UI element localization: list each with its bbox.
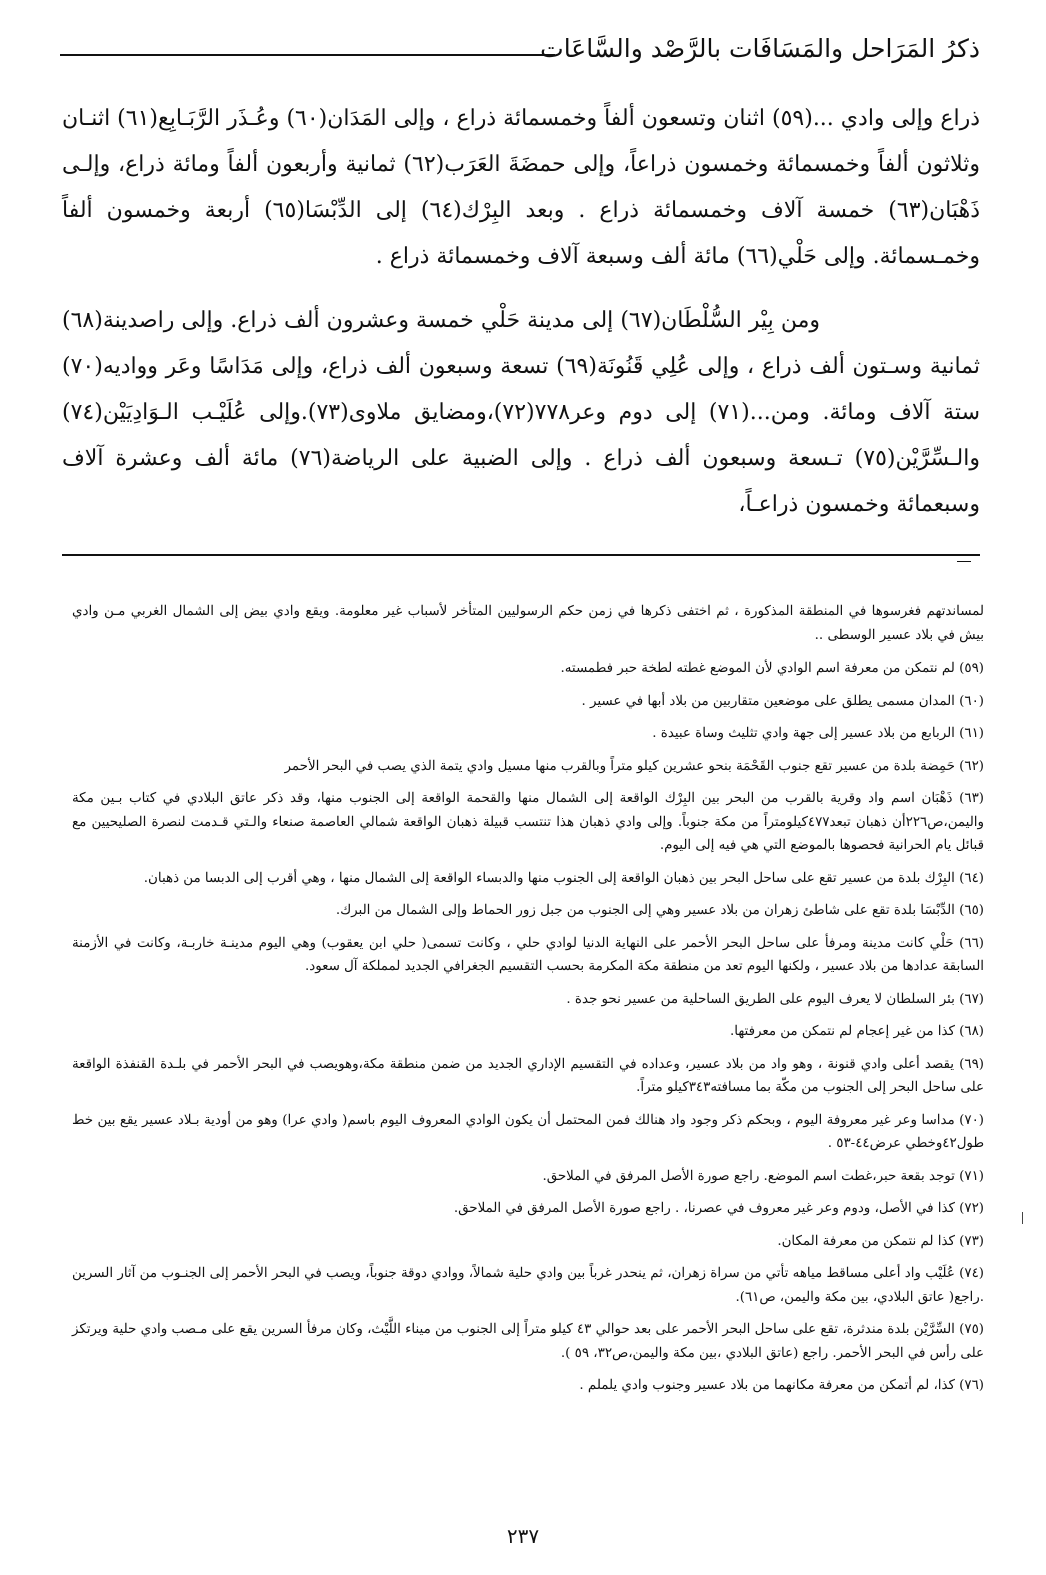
footnote: (٦٧) بئر السلطان لا يعرف اليوم على الطريق الساحلية من عسير نحو جدة . xyxy=(566,991,984,1007)
paragraph-text: ومن بِيْر السُّلْطَان(٦٧) إلى مدينة حَلْي خمسة وعشرون ألف ذراع. وإلى راصدينة(٦٨) ثمانية وسـتون ألف ذراع ، وإلى عُلِي قَنُونَة(٦٩) تسعة وسبعون ألف ذراع، وإلى مَدَاسًا وعَر وواديه(٧٠) ستة آلاف ومائة. ومن...(٧١) إلى دوم وعر٧٧٨(٧٢)،ومضايق ملاوى(٧٣).وإلى عُلَيْـب الـوَادِيَيْن(٧٤) والـسِّرَّيْن(٧٥) تـسعة وسبعون ألف ذراع . وإلى الضبية على الرياضة(٧٦) مائة ألف وعشرة آلاف وسبعمائة وخمسون ذراعـاً، xyxy=(62,308,980,517)
body-paragraph xyxy=(62,298,980,528)
footnote: (٦٨) كذا من غير إعجام لم نتمكن من معرفتها. xyxy=(730,1024,984,1039)
footnote: (٧٢) كذا في الأصل، ودوم وعر غير معروف في عصرنا، . راجع صورة الأصل المرفق في الملاحق. xyxy=(453,1201,984,1216)
footnote: (٦٩) يقصد أعلى وادي قنونة ، وهو واد من بلاد عسير، وعداده في التقسيم الإداري الجديد من ضمن منطقة مكة،وهويصب في البحر الأحمر في بلـدة القنفذة الواقعة على ساحل البحر إلى الجنوب من مكّة بما مسافته٣٤٣كيلو متراً. xyxy=(72,1056,984,1095)
footnote: لمساندتهم فغرسوها في المنطقة المذكورة ، ثم اختفى ذكرها في زمن حكم الرسوليين المتأخر لأسباب غير معلومة. ويقع وادي بيض إلى الشمال الغربي مـن وادي بيش في بلاد عسير الوسطى .. xyxy=(72,604,984,643)
footnote: (٧٤) عُلَيْب واد أعلى مساقط مياهه تأتي من سراة زهران، ثم ينحدر غرباً بين وادي حلية شمالاً، ووادي دوقة جنوباً، ويصب في البحر الأحمر إلى الجنـوب من آثار السرين .راجع( عاتق البلادي، بين مكة واليمن، ص٦١). xyxy=(72,1266,984,1305)
page-number: ٢٣٧ xyxy=(506,1524,540,1548)
header-rule xyxy=(60,54,555,56)
footnote: (٧٠) مداسا وعر غير معروفة اليوم ، وبحكم ذكر وجود واد هنالك فمن المحتمل أن يكون الوادي المعروف اليوم باسم( وادي عرا) وهو من أودية بـلاد عسير يقع بين خط طول٤٢وخطي عرض٤٤-٥٣ . xyxy=(72,1112,984,1151)
footnote: (٦٣) ذَهْبَان اسم واد وقرية بالقرب من البحر بين البِرْك الواقعة إلى الشمال منها والقحمة الواقعة إلى الجنوب منها، وقد ذكر عاتق البلادي في كتاب بـين مكة واليمن،ص٢٢٦أن ذهبان تبعد٤٧٧كيلومتراً من مكة جنوباً. وإلى وادي ذهبان هذا تنتسب قبيلة ذهبان الواقعة شمالي العاصمة صنعاء والـتي قـدمت لنصرة الصليحيين مع قبائل يام الحرانية فحصوها بالموضع التي هي فيه إلى اليوم. xyxy=(72,791,984,853)
footnote: (٧٥) السِّرَّيْن بلدة مندثرة، تقع على ساحل البحر الأحمر على بعد حوالي ٤٣ كيلو متراً إلى الجنوب من ميناء اللَّيْث، وكان مرفأ السرين يقع على مـصب وادي حلية ويرتكز على رأس في البحر الأحمر. راجع (عاتق البلادي ،بين مكة واليمن،ص٣٢، ٥٩ ). xyxy=(72,1322,984,1361)
body-paragraph xyxy=(62,96,980,280)
footnote: (٧٣) كذا لم نتمكن من معرفة المكان. xyxy=(777,1233,984,1249)
main-text xyxy=(62,96,980,528)
footnote: (٦٢) حَمِضة بلدة من عسير تقع جنوب القَحْمَة بنحو عشرين كيلو متراً وبالقرب منها مسيل وادي يتمة الذي يصب في البحر الأحمر xyxy=(284,758,984,774)
footnote: (٦٦) حَلْي كانت مدينة ومرفأ على ساحل البحر الأحمر على النهاية الدنيا لوادي حلي ، وكانت تسمى( حلي ابن يعقوب) وهي اليوم مدينـة خاربـة، وكانت في الأزمنة السابقة عدادها من بلاد عسير ، ولكنها اليوم تعد من منطقة مكة المكرمة بحسب التقسيم الجغرافي الجديد لمملكة آل سعود. xyxy=(72,935,985,974)
footnote: (٧١) توجد بقعة حبر،غطت اسم الموضع. راجع صورة الأصل المرفق في الملاحق. xyxy=(542,1168,984,1184)
footnote: (٦٠) المدان مسمى يطلق على موضعين متقاربين من بلاد أبها في عسير . xyxy=(581,693,984,709)
footnote-divider xyxy=(62,554,980,556)
paragraph-text: ذراع وإلى وادي ...(٥٩) اثنان وتسعون ألفاً وخمسمائة ذراع ، وإلى المَدَان(٦٠) وعُـذَر الرَّبَـابِع(٦١) اثنـان وثلاثون ألفاً وخمسمائة وخمسون ذراعاً، وإلى حمضَةَ العَرَب(٦٢) ثمانية وأربعون ألفاً ومائة ذراع، وإلـى ذَهْبَان(٦٣) خمسة آلاف وخمسمائة ذراع . وبعد البِرْك(٦٤) إلى الدِّبْسَا(٦٥) أربعة وخمسون ألفاً وخمـسمائة. وإلى حَلْي(٦٦) مائة ألف وسبعة آلاف وخمسمائة ذراع . xyxy=(62,106,981,269)
footnote: (٧٦) كذا، لم أتمكن من معرفة مكانهما من بلاد عسير وجنوب وادي يلملم . xyxy=(579,1378,984,1393)
divider-mark xyxy=(957,554,971,562)
footnote: (٦٤) البِرْك بلدة من عسير تقع على ساحل البحر بين ذهبان الواقعة إلى الجنوب منها والدبساء الواقعة إلى الشمال منها ، وهي أقرب إلى الدبسا من ذهبان. xyxy=(143,870,984,886)
footnote: (٥٩) لم نتمكن من معرفة اسم الوادي لأن الموضع غطته لطخة حبر فطمسته. xyxy=(560,661,984,676)
footnotes xyxy=(72,600,984,1407)
margin-mark xyxy=(1022,1212,1023,1224)
header-title: ذكرُ المَرَاحل والمَسَافَات بالرَّصْد والسَّاعَات xyxy=(540,34,980,63)
running-header xyxy=(60,30,980,70)
footnote: (٦٥) الدِّبْسَا بلدة تقع على شاطئ زهران من بلاد عسير وهي إلى الجنوب من جبل زور الحماط وإلى الشمال من البرك. xyxy=(335,903,984,918)
footnote: (٦١) الربابع من بلاد عسير إلى جهة وادي تثليث وساة عبيدة . xyxy=(652,726,984,741)
